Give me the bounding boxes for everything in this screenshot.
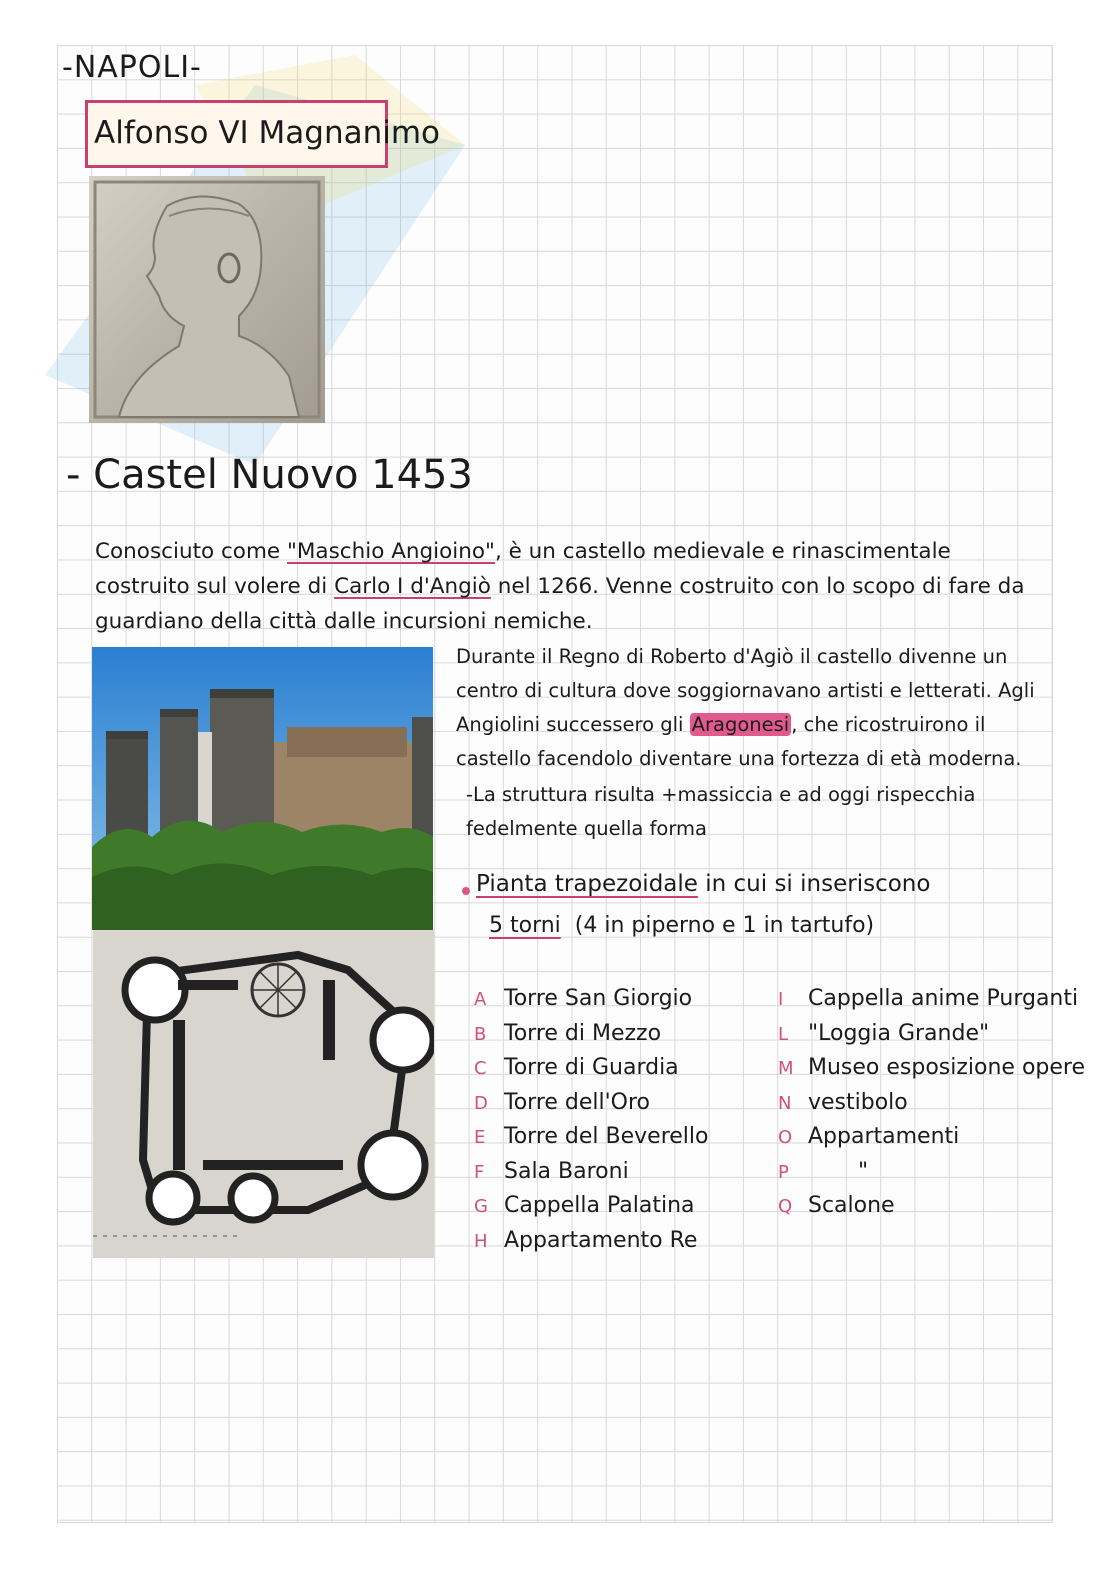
legend-item [778, 1155, 1085, 1190]
legend-key: C [474, 1058, 487, 1079]
legend-key: D [474, 1092, 488, 1114]
history-paragraph [456, 640, 1041, 776]
legend-label: Torre dell'Oro [504, 1089, 651, 1115]
legend-item [474, 982, 708, 1017]
intro-text-3: nel 1266. Venne costruito con lo scopo di fare da guardiano della città dalle incursioni nemiche. [95, 574, 1025, 634]
bullet-dot [462, 887, 470, 895]
torri-note [489, 913, 874, 938]
legend-right-list [778, 982, 1085, 1224]
legend-label: "Loggia Grande" [808, 1020, 990, 1046]
legend-item [474, 1086, 708, 1121]
legend-item [778, 1120, 1085, 1155]
legend-label: Torre del Beverello [504, 1124, 709, 1149]
plant-note [476, 871, 930, 897]
plant-rest: in cui si inseriscono [697, 871, 931, 897]
legend-item [778, 982, 1085, 1017]
legend-key: M [778, 1058, 794, 1079]
legend-key: G [474, 1196, 488, 1217]
section-title: - Castel Nuovo 1453 [66, 452, 473, 498]
legend-label: Sala Baroni [504, 1158, 629, 1184]
intro-text-1: Conosciuto come [95, 539, 287, 564]
legend-key: I [778, 989, 784, 1010]
legend-key: L [778, 1023, 789, 1045]
legend-key: P [778, 1161, 789, 1183]
legend-label: Torre di Guardia [504, 1055, 679, 1080]
intro-text-2: , è un castello medievale e rinascimentale costruito sul volere di [95, 539, 951, 599]
history-text-2: , che ricostruirono il castello facendolo diventare una fortezza di età moderna. [456, 713, 1022, 770]
structure-note: -La struttura risulta +massiccia e ad oggi rispecchia fedelmente quella forma [466, 783, 976, 840]
legend-label: vestibolo [808, 1089, 908, 1115]
legend-item [474, 1155, 708, 1190]
legend-label: Museo esposizione opere [808, 1055, 1086, 1080]
legend-label: " [858, 1158, 869, 1184]
plant-label: Pianta trapezoidale [476, 871, 698, 897]
legend-item [474, 1189, 708, 1224]
history-text-1: Durante il Regno di Roberto d'Agiò il castello divenne un centro di cultura dove soggiornavano artisti e letterati. Agli Angiolini successero gli [456, 645, 1035, 736]
aragonesi-highlight: Aragonesi [691, 713, 790, 736]
castle-photo [92, 647, 433, 930]
legend-key: F [474, 1161, 485, 1183]
legend-item [778, 1017, 1085, 1052]
legend-label: Appartamenti [808, 1124, 960, 1149]
legend-label: Cappella anime Purganti [808, 986, 1079, 1011]
castle-floor-plan [93, 930, 434, 1258]
portrait-relief-image [89, 176, 325, 423]
legend-key: A [474, 989, 487, 1010]
legend-item [778, 1086, 1085, 1121]
torri-rest: (4 in piperno e 1 in tartufo) [574, 913, 875, 938]
legend-label: Torre San Giorgio [504, 986, 693, 1011]
legend-key: Q [778, 1196, 793, 1217]
legend-key: B [474, 1023, 487, 1045]
legend-item [474, 1017, 708, 1052]
legend-label: Appartamento Re [504, 1227, 698, 1253]
ruler-name-box [85, 100, 441, 168]
maschio-angioino-term: "Maschio Angioino" [286, 539, 495, 564]
ruler-name: Alfonso VI Magnanimo [94, 115, 441, 151]
intro-paragraph [95, 534, 1025, 639]
legend-key: E [474, 1127, 486, 1148]
legend-item [474, 1224, 708, 1259]
legend-key: O [778, 1127, 793, 1148]
legend-item [778, 1189, 1085, 1224]
legend-key: H [474, 1230, 488, 1252]
page-heading-city: -NAPOLI- [62, 50, 202, 85]
legend-label: Torre di Mezzo [504, 1020, 662, 1046]
legend-label: Scalone [808, 1193, 895, 1218]
legend-key: N [778, 1092, 792, 1114]
legend-label: Cappella Palatina [504, 1193, 695, 1218]
legend-item [474, 1051, 708, 1086]
legend-item [474, 1120, 708, 1155]
carlo-angio-term: Carlo I d'Angiò [334, 574, 491, 599]
torri-label: 5 torni [489, 913, 561, 938]
legend-left-list [474, 982, 708, 1258]
legend-item [778, 1051, 1085, 1086]
